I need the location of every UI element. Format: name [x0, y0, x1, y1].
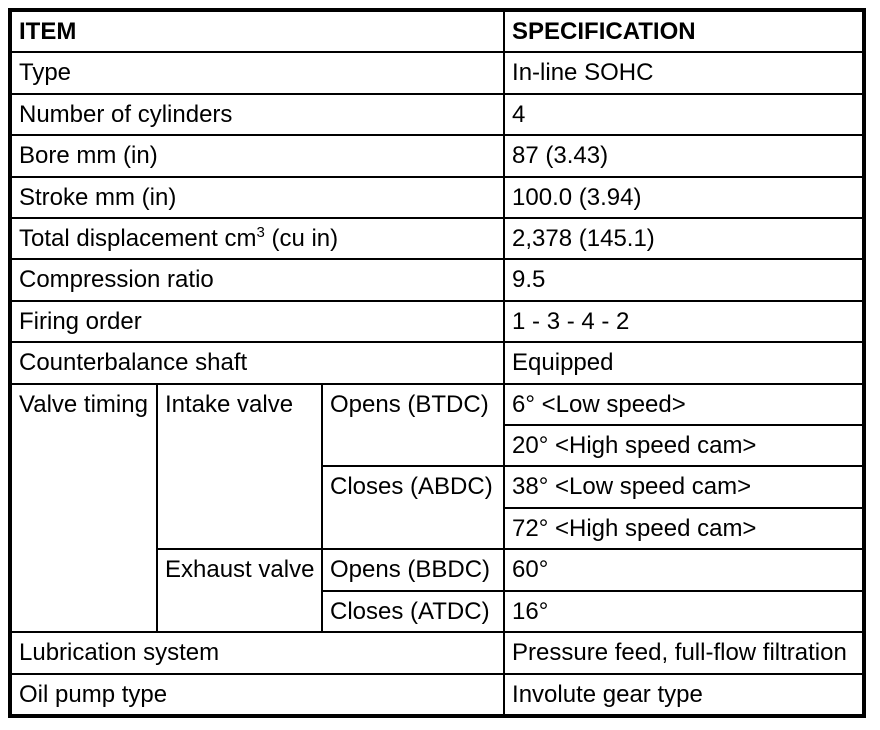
row-oil-pump [10, 674, 864, 717]
cell-item-bore: Bore mm (in) [10, 135, 504, 176]
cell-exhaust-closes-value: 16° [504, 591, 864, 632]
row-lubrication [10, 632, 864, 673]
col-header-item: ITEM [10, 10, 504, 52]
row-displacement [10, 218, 864, 259]
cell-item-oil-pump: Oil pump type [10, 674, 504, 717]
cell-intake-opens-label: Opens (BTDC) [322, 384, 504, 467]
header-row [10, 10, 864, 52]
cell-intake-closes-high-speed: 72° <High speed cam> [504, 508, 864, 549]
cell-spec-stroke: 100.0 (3.94) [504, 177, 864, 218]
cell-item-firing-order: Firing order [10, 301, 504, 342]
cell-spec-type: In-line SOHC [504, 52, 864, 93]
superscript-3: 3 [256, 224, 265, 242]
row-firing-order [10, 301, 864, 342]
col-header-specification: SPECIFICATION [504, 10, 864, 52]
row-type [10, 52, 864, 93]
cell-spec-lubrication: Pressure feed, full-flow filtration [504, 632, 864, 673]
cell-spec-displacement: 2,378 (145.1) [504, 218, 864, 259]
row-counterbalance [10, 342, 864, 383]
row-cylinders [10, 94, 864, 135]
cell-spec-bore: 87 (3.43) [504, 135, 864, 176]
cell-intake-closes-low-speed: 38° <Low speed cam> [504, 466, 864, 507]
cell-item-compression: Compression ratio [10, 259, 504, 300]
cell-spec-cylinders: 4 [504, 94, 864, 135]
cell-spec-counterbalance: Equipped [504, 342, 864, 383]
cell-intake-valve: Intake valve [157, 384, 322, 550]
cell-item-lubrication: Lubrication system [10, 632, 504, 673]
cell-intake-opens-high-speed: 20° <High speed cam> [504, 425, 864, 466]
row-stroke [10, 177, 864, 218]
cell-item-type: Type [10, 52, 504, 93]
row-bore [10, 135, 864, 176]
cell-spec-oil-pump: Involute gear type [504, 674, 864, 717]
cell-valve-timing: Valve timing [10, 384, 157, 632]
cell-item-stroke: Stroke mm (in) [10, 177, 504, 218]
spec-table [8, 8, 866, 718]
cell-intake-opens-low-speed: 6° <Low speed> [504, 384, 864, 425]
cell-item-cylinders: Number of cylinders [10, 94, 504, 135]
cell-spec-firing-order: 1 - 3 - 4 - 2 [504, 301, 864, 342]
cell-item-displacement [10, 218, 504, 259]
cell-exhaust-closes-label: Closes (ATDC) [322, 591, 504, 632]
row-valve-intake-opens-low [10, 384, 864, 425]
cell-exhaust-opens-label: Opens (BBDC) [322, 549, 504, 590]
cell-exhaust-opens-value: 60° [504, 549, 864, 590]
cell-item-counterbalance: Counterbalance shaft [10, 342, 504, 383]
row-compression [10, 259, 864, 300]
cell-intake-closes-label: Closes (ABDC) [322, 466, 504, 549]
displacement-label-suffix: (cu in) [264, 225, 339, 253]
cell-spec-compression: 9.5 [504, 259, 864, 300]
displacement-label-prefix: Total displacement cm [19, 225, 257, 253]
cell-exhaust-valve: Exhaust valve [157, 549, 322, 632]
